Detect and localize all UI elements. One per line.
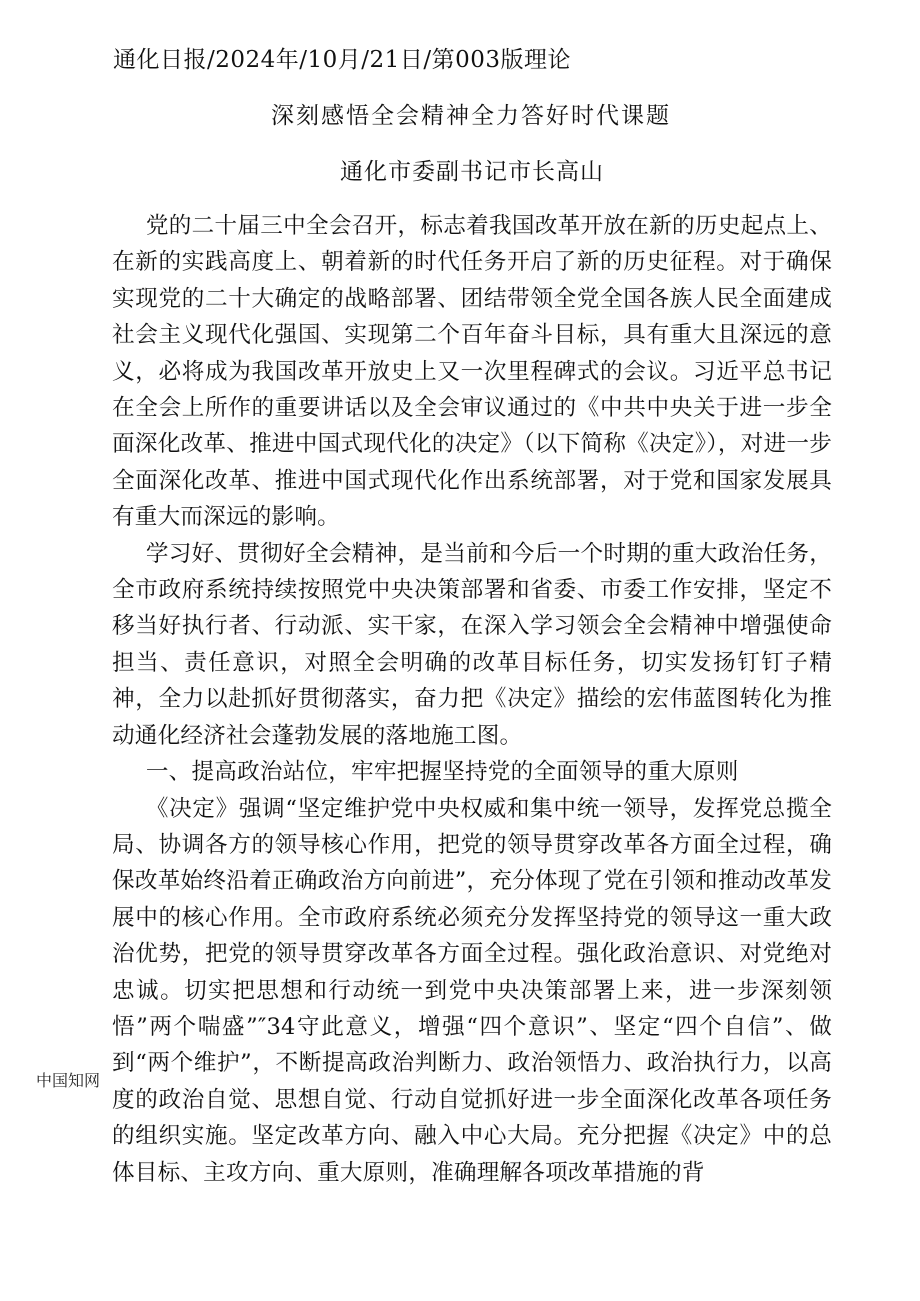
source-line: 通化日报/2024年/10月/21日/第003版理论 — [113, 47, 571, 73]
paragraph: 学习好、贯彻好全会精神，是当前和今后一个时期的重大政治任务，全市政府系统持续按照党中央决策部署和省委、市委工作安排，坚定不移当好执行者、行动派、实干家，在深入学习领会全会精神中增强使命担当、责任意识，对照全会明确的改革目标任务，切实发扬钉钉子精神，全力以赴抓好贯彻落实，奋力把《决定》描绘的宏伟蓝图转化为推动通化经济社会蓬勃发展的落地施工图。 — [112, 540, 832, 749]
paragraph: 《决定》强调“坚定维护党中央权威和集中统一领导，发挥党总揽全局、协调各方的领导核心作用，把党的领导贯穿改革各方面全过程，确保改革始终沿着正确政治方向前进”，充分体现了党在引领和推动改革发展中的核心作用。全市政府系统必须充分发挥坚持党的领导这一重大政治优势，把党的领导贯穿改革各方面全过程。强化政治意识、对党绝对忠诚。切实把思想和行动统一到党中央决策部署上来，进一步深刻领悟”两个喘盛”″34守此意义，增强“四个意识”、坚定“四个自信”、做到“两个维护”，不断提高政治判断力、政治领悟力、政治执行力，以高度的政治自觉、思想自觉、行动自觉抓好进一步全面深化改革各项任务的组织实施。坚定改革方向、融入中心大局。充分把握《决定》中的总体目标、主攻方向、重大原则，准确理解各项改革措施的背 — [112, 795, 832, 1186]
section-heading: 一、提高政治站位，牢牢把握坚持党的全面领导的重大原则 — [145, 759, 739, 786]
paragraph: 党的二十届三中全会召开，标志着我国改革开放在新的历史起点上、在新的实践高度上、朝着新的时代任务开启了新的历史征程。对于确保实现党的二十大确定的战略部署、团结带领全党全国各族人民全面建成社会主义现代化强国、实现第二个百年奋斗目标，具有重大且深远的意义，必将成为我国改革开放史上又一次里程碑式的会议。习近平总书记在全会上所作的重要讲话以及全会审议通过的《中共中央关于进一步全面深化改革、推进中国式现代化的决定》（以下简称《决定》），对进一步全面深化改革、推进中国式现代化作出系统部署，对于党和国家发展具有重大而深远的影响。 — [112, 213, 832, 531]
article-author: 通化市委副书记市长高山 — [340, 159, 604, 185]
article-body — [112, 208, 832, 1191]
article-title: 深刻感悟全会精神全力答好时代课题 — [271, 103, 671, 129]
watermark-label: 中国知网 — [36, 1071, 101, 1090]
